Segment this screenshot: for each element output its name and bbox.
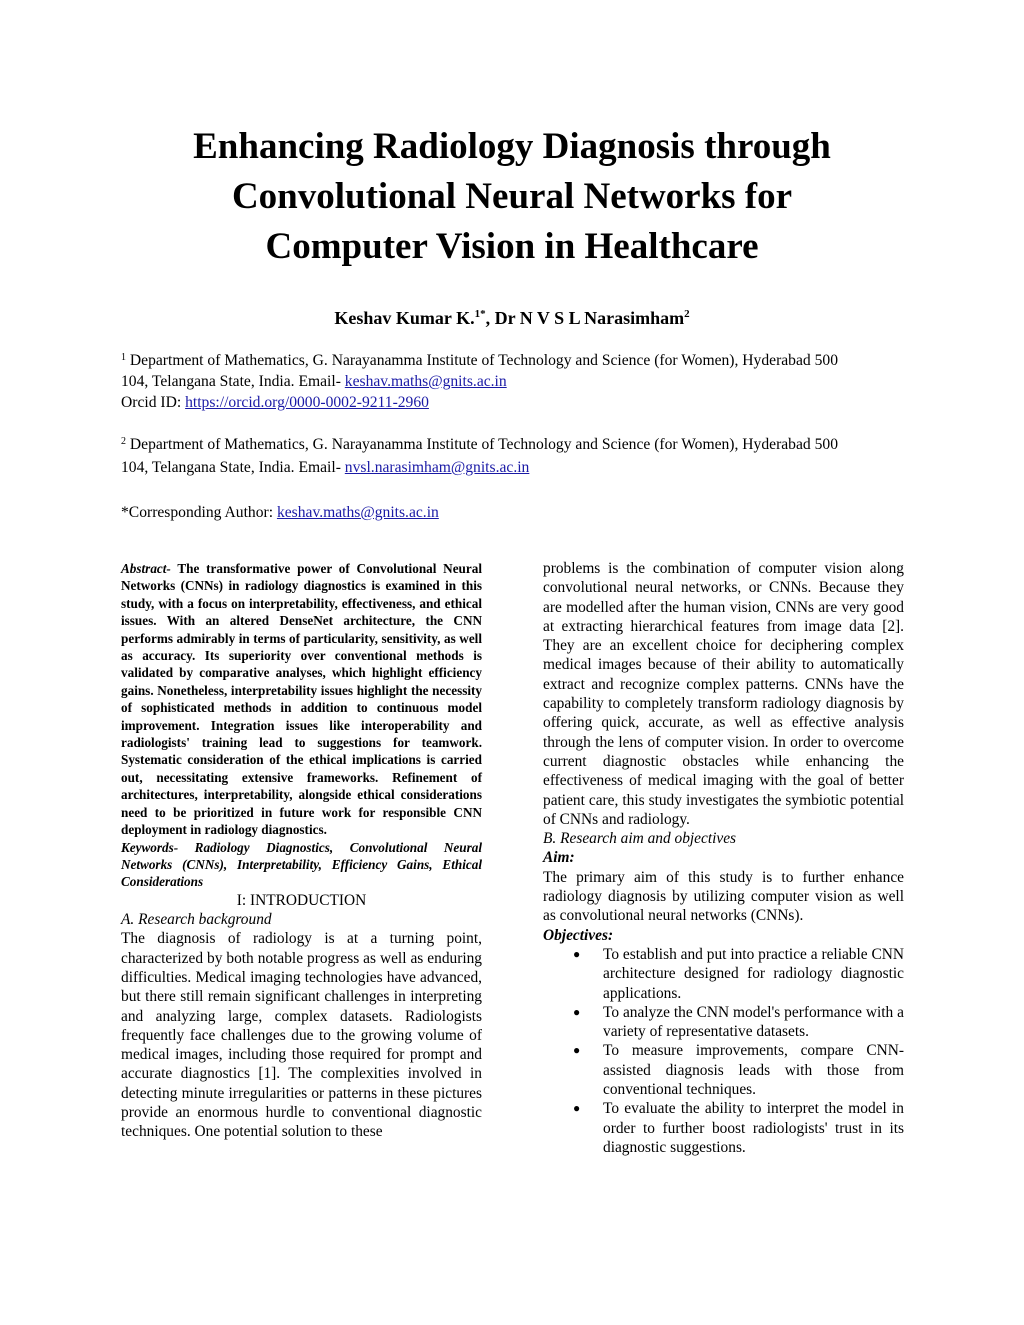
- author-separator: ,: [485, 308, 495, 328]
- keywords: Keywords- Radiology Diagnostics, Convolutional Neural Networks (CNNs), Interpretability, Efficiency Gains, Ethical Considerations: [121, 839, 482, 890]
- title-line-3: Computer Vision in Healthcare: [265, 226, 759, 267]
- aim-text: The primary aim of this study is to further enhance radiology diagnosis by utilizing computer vision as well as convolutional neural networks (CNNs).: [543, 868, 904, 925]
- list-item: ● To evaluate the ability to interpret the model in order to further boost radiologists' trust in its diagnostic suggestions.: [573, 1100, 904, 1156]
- abstract-text: The transformative power of Convolutional Neural Networks (CNNs) in radiology diagnostics is examined in this study, with a focus on interpretability, effectiveness, and ethical issues. With an altered DenseNet architecture, the CNN performs admirably in terms of particularity, sensitivity, as well as accuracy. Its superiority over conventional methods is validated by comparative analyses, which highlight efficiency gains. Nonetheless, interpretability issues highlight the necessity of sophisticated methods in addition to continuous model improvement. Integration issues like interoperability and radiologists' training lead to suggestions for teamwork. Systematic consideration of the ethical implications is carried out, necessitating extensive frameworks. Refinement of architectures, interpretability, alongside ethical considerations need to be prioritized in future work for responsible CNN deployment in radiology diagnostics.: [121, 561, 482, 838]
- aim-label: Aim:: [543, 849, 575, 867]
- author-1: Keshav Kumar K.: [334, 308, 475, 328]
- right-column: [543, 559, 904, 1157]
- affiliation-2: [121, 433, 905, 479]
- affiliation-1: [121, 350, 905, 413]
- affiliation-2-number: 2: [121, 436, 126, 447]
- title-line-2: Convolutional Neural Networks for: [231, 176, 793, 217]
- affiliation-1-line-2: 104, Telangana State, India. Email- keshav.maths@gnits.ac.in: [121, 373, 507, 390]
- affiliation-2-line-2: 104, Telangana State, India. Email- nvsl.narasimham@gnits.ac.in: [121, 459, 530, 476]
- orcid-line: Orcid ID: https://orcid.org/0000-0002-9211-2960: [121, 394, 429, 411]
- objectives-label: Objectives:: [543, 926, 614, 944]
- corresponding-email-link[interactable]: keshav.maths@gnits.ac.in: [276, 504, 439, 521]
- affiliation-1-line-1: $^1$ Department of Mathematics, G. Narayanamma Institute of Technology and Science (for Women), Hyderabad 500: [121, 352, 838, 369]
- subheading-aim-objectives: B. Research aim and objectives: [543, 830, 737, 848]
- bullet-icon: ●: [573, 1101, 581, 1116]
- affiliation-1-number: 1: [121, 352, 126, 363]
- orcid-link[interactable]: https://orcid.org/0000-0002-9211-2960: [185, 394, 429, 411]
- objectives-list: [543, 945, 904, 1157]
- author-list: [0, 306, 1024, 330]
- bullet-icon: ●: [573, 946, 581, 961]
- abstract: [121, 560, 482, 839]
- author-2: Dr N V S L Narasimham: [494, 308, 685, 328]
- paragraph-background-right: problems is the combination of computer vision along convolutional neural networks, or CNNs. Because they are modelled after the human vision, CNNs are very good at extracting hierarchical features from image data [2]. They are an excellent choice for deciphering complex medical images because of their ability to automatically extract and recognize complex patterns. CNNs have the capability to completely transform radiology diagnosis by offering quick, accurate, as well as effective analysis through the lens of computer vision. In order to overcome current diagnostic obstacles while enhancing the effectiveness of medical imaging with the goal of better patient care, this study investigates the symbiotic potential of CNNs and radiology.: [543, 560, 904, 828]
- title-line-1: Enhancing Radiology Diagnosis through: [193, 126, 831, 167]
- corresponding-author: *Corresponding Author: keshav.maths@gnits.ac.in: [121, 504, 439, 521]
- abstract-label: Abstract-: [121, 561, 171, 576]
- list-item: ● To measure improvements, compare CNN-assisted diagnosis leads with those from conventional techniques.: [573, 1042, 904, 1099]
- bullet-icon: ●: [573, 1043, 581, 1058]
- author-1-superscript: 1*: [474, 308, 486, 320]
- affiliation-1-email-link[interactable]: keshav.maths@gnits.ac.in: [344, 373, 507, 390]
- bullet-icon: ●: [573, 1004, 581, 1019]
- affiliation-2-line-1: $^2$ Department of Mathematics, G. Narayanamma Institute of Technology and Science (for Women), Hyderabad 500: [121, 436, 838, 453]
- list-item: ● To analyze the CNN model's performance with a variety of representative datasets.: [573, 1003, 904, 1041]
- section-heading-introduction: I: INTRODUCTION: [236, 891, 367, 909]
- affiliation-2-email-link[interactable]: nvsl.narasimham@gnits.ac.in: [344, 459, 530, 476]
- subheading-research-background: A. Research background: [121, 911, 272, 929]
- left-column: [121, 559, 482, 1142]
- paper-title: [120, 122, 904, 272]
- paragraph-background-left: The diagnosis of radiology is at a turning point, characterized by both notable progress as well as enduring difficulties. Medical imaging technologies have advanced, but there still remain significant challenges in interpreting and analyzing large, complex datasets. Radiologists frequently face challenges due to the growing volume of medical images, including those required for prompt and accurate diagnostics [1]. The complexities involved in detecting minute irregularities or patterns in these pictures provide an enormous hurdle to conventional diagnostic techniques. One potential solution to these: [121, 930, 482, 1141]
- list-item: ● To establish and put into practice a reliable CNN architecture designed for radiology diagnostic applications.: [573, 945, 904, 1002]
- author-2-superscript: 2: [684, 308, 690, 320]
